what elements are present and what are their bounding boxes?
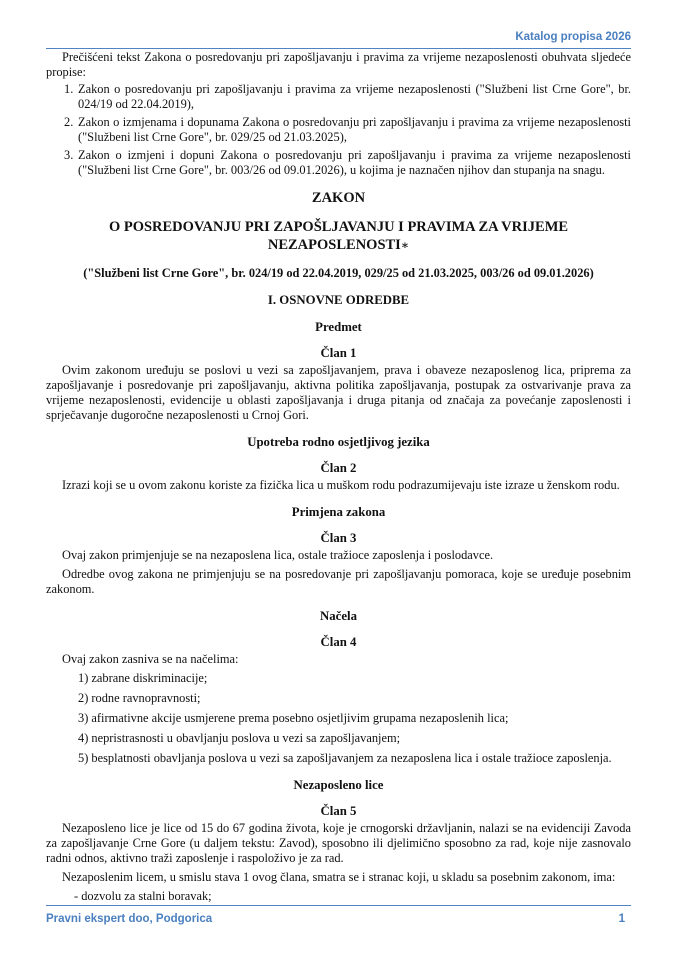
amendment-text: Zakon o posredovanju pri zapošljavanju i pravima za vrijeme nezaposlenosti ("Službeni list Crne Gore", br. 024/19 od 22.04.2019), <box>78 82 631 111</box>
amendment-item <box>46 115 631 145</box>
principle-item: 3) afirmativne akcije usmjerene prema posebno osjetljivim grupama nezaposlenih lica; <box>78 711 509 725</box>
amendments-list <box>46 82 631 178</box>
catalog-title: Katalog propisa 2026 <box>515 31 631 43</box>
publisher-name: Pravni ekspert doo, Podgorica <box>46 913 213 925</box>
law-subtitle <box>46 218 631 254</box>
amendment-item <box>46 148 631 178</box>
article-2-text: Izrazi koji se u ovom zakonu koriste za fizička lica u muškom rodu podrazumijevaju iste izraze u ženskom rodu. <box>62 478 620 492</box>
article-3-para-2: Odredbe ovog zakona ne primjenjuju se na posredovanje pri zapošljavanju pomoraca, koje se uređuje posebnim zakonom. <box>46 567 631 596</box>
article-5-para-2: Nezaposlenim licem, u smislu stava 1 ovog člana, smatra se i stranac koji, u skladu sa posebnim zakonom, ima: <box>62 870 616 884</box>
amendment-number: 2. <box>64 115 74 129</box>
article-1-text: Ovim zakonom uređuju se poslovi u vezi sa zapošljavanjem, prava i obaveze nezaposlenog lica, priprema za zapošljavanje i posredovanje pri zapošljavanju, aktivna politika zapošljavanja, postupak za ostvarivanje prava za vrijeme nezaposlenosti, evidencije u oblasti zapošljavanja i druga pitanja od značaja za povećanje zaposlenosti i sprječavanje dugoročne nezaposlenosti u Crnoj Gori. <box>46 363 631 422</box>
section-heading: I. OSNOVNE ODREDBE <box>267 293 410 307</box>
article-5-dash-item: - dozvolu za stalni boravak; <box>74 889 212 903</box>
intro-paragraph: Prečišćeni tekst Zakona o posredovanju pri zapošljavanju i pravima za vrijeme nezaposlenosti obuhvata sljedeće propise: <box>46 50 631 79</box>
principle-item: 4) nepristrasnosti u obavljanju poslova u vezi sa zapošljavanjem; <box>78 731 401 745</box>
footnote-link[interactable]: ∗ <box>400 238 410 252</box>
page-header <box>46 30 631 49</box>
article-4-lead: Ovaj zakon zasniva se na načelima: <box>62 652 239 666</box>
amendment-item <box>46 82 631 112</box>
law-gazette-reference: ("Službeni list Crne Gore", br. 024/19 od 22.04.2019, 029/25 od 21.03.2025, 003/26 od 09.01.2026) <box>83 266 594 280</box>
amendment-text: Zakon o izmjenama i dopunama Zakona o posredovanju pri zapošljavanju i pravima za vrijeme nezaposlenosti ("Službeni list Crne Gore", br. 029/25 od 21.03.2025), <box>78 115 631 144</box>
amendment-number: 3. <box>64 148 74 162</box>
law-subtitle-text: O POSREDOVANJU PRI ZAPOŠLJAVANJU I PRAVIMA ZA VRIJEME NEZAPOSLENOSTI <box>108 219 569 253</box>
principle-item: 5) besplatnosti obavljanja poslova u vezi sa zapošljavanjem za nezaposlena lica i ostale tražioce zaposlenja. <box>78 751 612 765</box>
heading-predmet: Predmet <box>315 320 362 334</box>
heading-primjena: Primjena zakona <box>291 505 386 519</box>
article-3-para-1: Ovaj zakon primjenjuje se na nezaposlena lica, ostale tražioce zaposlenja i poslodavce. <box>62 548 494 562</box>
amendment-number: 1. <box>64 82 74 96</box>
heading-nacela: Načela <box>320 609 357 623</box>
article-5-para-1: Nezaposleno lice je lice od 15 do 67 godina života, koje je crnogorski državljanin, nalazi se na evidenciji Zavoda za zapošljavanje Crne Gore (u daljem tekstu: Zavod), sposobno ili djelimično sposobno za rad, koje nije zasnovalo radni odnos, aktivno traži zaposlenje i raspoloživo je za rad. <box>46 821 631 865</box>
heading-nezaposleno-lice: Nezaposleno lice <box>293 778 384 792</box>
article-4-title: Član 4 <box>320 635 357 649</box>
article-2-title: Član 2 <box>320 461 357 475</box>
principle-item: 1) zabrane diskriminacije; <box>78 671 208 685</box>
article-1-title: Član 1 <box>320 346 357 360</box>
article-5-title: Član 5 <box>320 804 357 818</box>
law-title: ZAKON <box>311 190 366 206</box>
heading-jezik: Upotreba rodno osjetljivog jezika <box>247 435 430 449</box>
principle-item: 2) rodne ravnopravnosti; <box>78 691 201 705</box>
article-3-title: Član 3 <box>320 531 357 545</box>
page-number: 1 <box>618 913 625 925</box>
document-body <box>46 50 631 904</box>
page-footer <box>46 905 631 928</box>
amendment-text: Zakon o izmjeni i dopuni Zakona o posredovanju pri zapošljavanju i pravima za vrijeme nezaposlenosti ("Službeni list Crne Gore", br. 003/26 od 09.01.2026), u kojima je naznačen njihov dan stupanja na snagu. <box>78 148 631 177</box>
